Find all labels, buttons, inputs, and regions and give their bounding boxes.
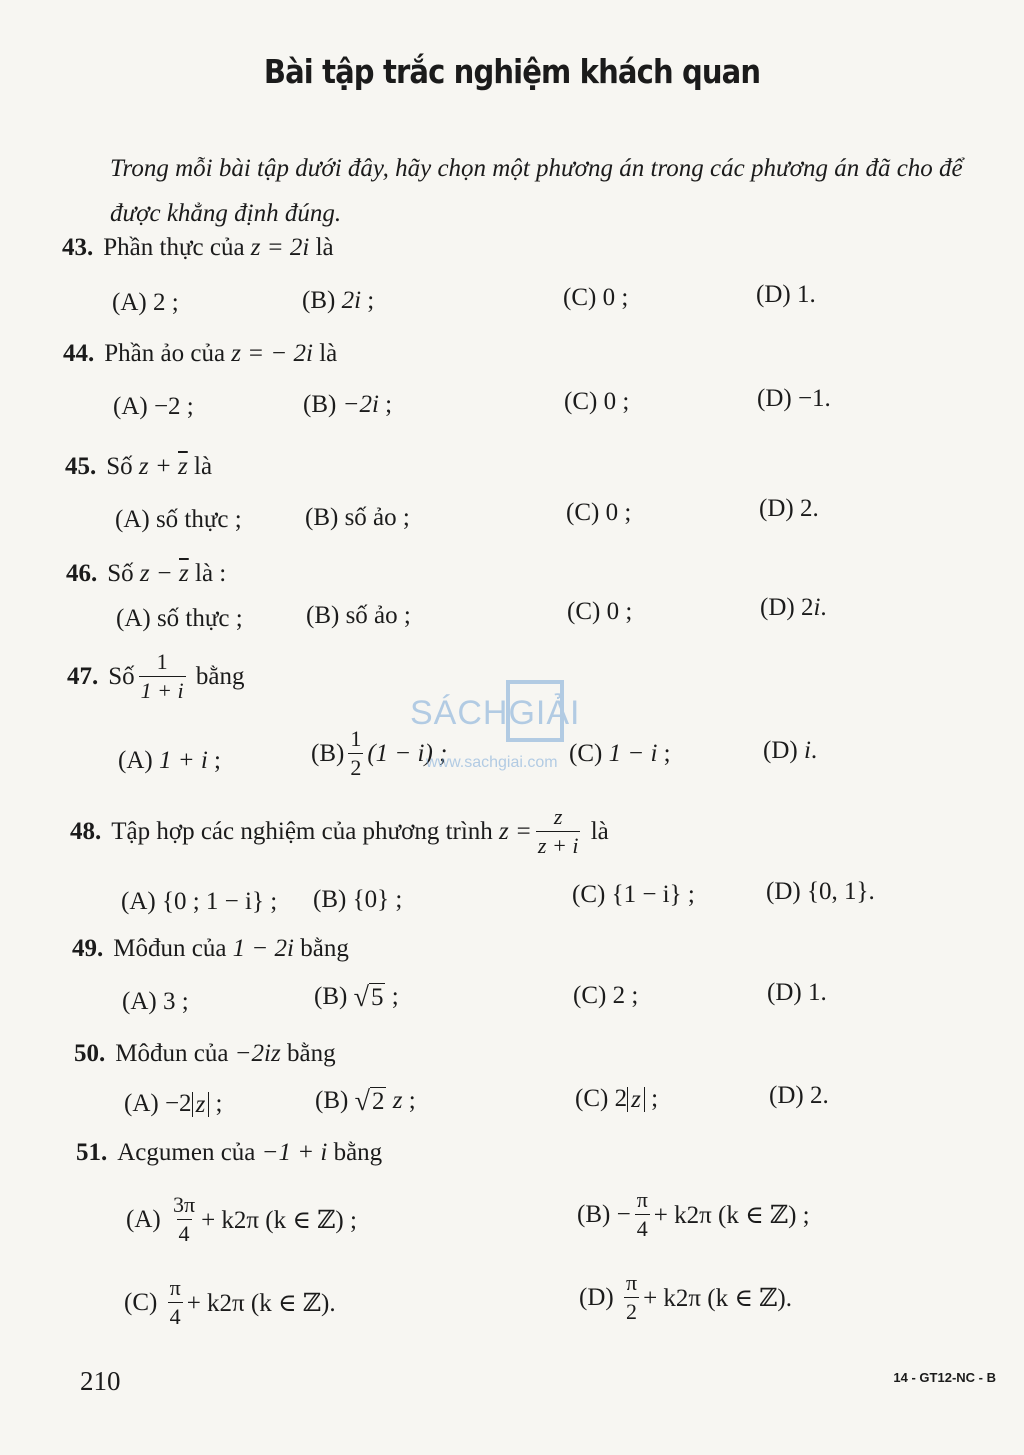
option-tail: ; xyxy=(214,747,221,774)
math-expression: 1 − i xyxy=(608,740,658,767)
question-tail: bằng xyxy=(333,1139,383,1166)
option-a: (A) số thực ; xyxy=(116,605,243,632)
question-number: 45. xyxy=(65,453,97,480)
option-a xyxy=(126,1194,357,1245)
question-text: Phần ảo của xyxy=(104,340,226,367)
option-label: (D) xyxy=(579,1283,614,1311)
option-b: (B) {0} ; xyxy=(313,886,403,913)
option-d: (D) 2. xyxy=(769,1082,829,1109)
option-tail: + k2π (k ∈ ℤ) ; xyxy=(201,1206,357,1234)
math-expression: i xyxy=(803,737,811,764)
question-text: Số xyxy=(108,662,135,690)
option-tail: ; xyxy=(367,287,375,314)
question-tail: là : xyxy=(195,560,227,587)
option-a xyxy=(118,747,221,775)
option-b xyxy=(303,391,392,419)
question-tail: là xyxy=(590,817,609,845)
math-expression: z = − 2i xyxy=(231,340,313,367)
question-number: 50. xyxy=(74,1040,106,1067)
math-expression: z + xyxy=(138,453,172,480)
option-tail: + k2π (k ∈ ℤ). xyxy=(186,1289,336,1317)
option-a: (A) {0 ; 1 − i} ; xyxy=(121,888,278,915)
option-d xyxy=(763,737,817,765)
fraction xyxy=(171,1194,197,1245)
option-b xyxy=(314,983,399,1012)
question-tail: bằng xyxy=(195,662,245,690)
question-47 xyxy=(67,651,244,702)
option-label: (A) xyxy=(126,1205,161,1233)
numerator: 1 xyxy=(350,726,362,751)
numerator: z xyxy=(553,804,563,829)
question-tail: bằng xyxy=(286,1040,336,1067)
option-d xyxy=(760,594,827,622)
option-label: (B) xyxy=(311,739,345,767)
option-tail: ; xyxy=(408,1087,416,1115)
fraction xyxy=(624,1272,639,1323)
numerator: π xyxy=(636,1187,648,1212)
option-d xyxy=(579,1272,792,1323)
option-b xyxy=(302,287,374,315)
question-number: 47. xyxy=(67,662,99,690)
option-c: (C) {1 − i} ; xyxy=(572,881,695,908)
option-b: (B) số ảo ; xyxy=(305,504,410,531)
fraction xyxy=(168,1277,183,1328)
option-tail: ; xyxy=(651,1085,659,1112)
watermark-logo xyxy=(410,680,620,780)
question-text: Số xyxy=(107,560,134,587)
option-a: (A) 3 ; xyxy=(122,988,189,1015)
question-48 xyxy=(70,806,609,857)
numerator: 1 xyxy=(156,649,168,674)
option-label: (B) xyxy=(302,287,336,314)
math-expression: z xyxy=(392,1087,403,1115)
question-tail: là xyxy=(319,340,338,367)
question-text: Acgumen của xyxy=(117,1139,256,1166)
denominator: 4 xyxy=(169,1304,181,1329)
option-d: (D) {0, 1}. xyxy=(766,878,875,905)
question-45 xyxy=(65,453,212,481)
option-tail: + k2π (k ∈ ℤ) ; xyxy=(653,1201,810,1229)
page-number: 210 xyxy=(80,1366,121,1396)
option-label: (D) xyxy=(763,737,798,764)
option-c: (C) 0 ; xyxy=(564,388,630,415)
question-text: Môđun của xyxy=(113,935,227,962)
option-d: (D) 2. xyxy=(759,495,819,522)
denominator: 4 xyxy=(636,1216,648,1241)
option-d: (D) 1. xyxy=(767,979,827,1006)
math-expression: (1 − i) ; xyxy=(367,739,448,767)
option-label: (D) 2 xyxy=(760,594,814,621)
fraction xyxy=(348,728,363,779)
question-50 xyxy=(74,1040,336,1068)
page-title: Bài tập trắc nghiệm khách quan xyxy=(263,52,761,91)
option-label: (A) xyxy=(118,747,153,774)
option-label: (C) xyxy=(124,1288,158,1316)
option-label: (B) xyxy=(315,1087,349,1115)
logo-text: SÁCHGIẢI xyxy=(410,694,581,732)
option-c: (C) 0 ; xyxy=(563,284,629,311)
option-label: (A) −2 xyxy=(124,1090,192,1117)
conjugate-z: $\overline{z}$ xyxy=(178,453,188,480)
conjugate-z: $\overline{z}$ xyxy=(179,560,189,587)
math-expression: z = 2i xyxy=(250,234,310,261)
option-c xyxy=(124,1277,336,1328)
math-expression: 1 − 2i xyxy=(232,935,294,962)
option-tail: ; xyxy=(385,391,393,418)
instructions: Trong mỗi bài tập dưới đây, hãy chọn một phương án trong các phương án đã cho để được khẳng định đúng. xyxy=(110,155,963,227)
question-49 xyxy=(72,935,349,963)
square-root: √ 5 xyxy=(353,981,384,1013)
question-43 xyxy=(62,234,334,262)
math-expression: z − xyxy=(139,560,173,587)
question-number: 44. xyxy=(63,340,95,367)
radicand: 2 xyxy=(371,1088,385,1115)
option-tail: ; xyxy=(215,1090,223,1117)
numerator: 3π xyxy=(172,1192,196,1217)
question-text: Số xyxy=(106,453,133,480)
option-a xyxy=(124,1090,223,1118)
math-expression: −1 + i xyxy=(261,1139,328,1166)
question-46 xyxy=(66,560,226,588)
option-label: (B) xyxy=(314,983,348,1011)
fraction xyxy=(139,651,186,702)
option-b: (B) số ảo ; xyxy=(306,602,411,629)
numerator: π xyxy=(625,1270,638,1295)
square-root: √ 2 xyxy=(354,1085,385,1117)
option-tail: + k2π (k ∈ ℤ). xyxy=(643,1284,792,1312)
option-tail: . xyxy=(810,737,818,764)
question-tail: là xyxy=(315,234,334,261)
book-code: 14 - GT12-NC - B xyxy=(893,1370,996,1385)
watermark-url: www.sachgiai.com xyxy=(426,754,558,771)
question-tail: là xyxy=(194,453,213,480)
option-label: (C) xyxy=(569,740,603,767)
question-text: Tập hợp các nghiệm của phương trình xyxy=(111,817,493,845)
fraction xyxy=(635,1189,650,1240)
absolute-value: z xyxy=(192,1092,210,1117)
denominator: 2 xyxy=(626,1299,638,1324)
math-expression: i xyxy=(813,594,821,621)
question-tail: bằng xyxy=(300,935,349,962)
question-number: 48. xyxy=(70,817,102,845)
math-expression: z = xyxy=(499,817,532,845)
option-label: (C) 2 xyxy=(575,1085,628,1112)
fraction xyxy=(536,806,581,857)
option-c: (C) 0 ; xyxy=(567,598,633,625)
option-tail: ; xyxy=(391,983,399,1011)
option-d: (D) 1. xyxy=(756,281,816,308)
absolute-value: z xyxy=(627,1087,645,1112)
option-label: (B) xyxy=(303,391,337,418)
numerator: π xyxy=(169,1275,181,1300)
option-a: (A) 2 ; xyxy=(112,289,179,316)
math-expression: −2i xyxy=(342,391,379,418)
option-tail: . xyxy=(820,594,827,621)
option-a: (A) −2 ; xyxy=(113,393,194,420)
option-b xyxy=(577,1189,810,1240)
radicand: 5 xyxy=(370,984,384,1011)
math-expression: −2iz xyxy=(234,1040,281,1067)
math-expression: 2i xyxy=(341,287,362,314)
denominator: 4 xyxy=(178,1221,190,1246)
question-51 xyxy=(76,1139,382,1167)
question-text: Phần thực của xyxy=(103,234,245,261)
question-44 xyxy=(63,340,337,368)
question-number: 49. xyxy=(72,935,104,962)
question-number: 43. xyxy=(62,234,94,261)
option-a: (A) số thực ; xyxy=(115,506,242,533)
option-c xyxy=(575,1085,658,1113)
denominator: 1 + i xyxy=(140,678,184,703)
question-text: Môđun của xyxy=(115,1040,229,1067)
option-c: (C) 2 ; xyxy=(573,982,639,1009)
question-number: 46. xyxy=(66,560,98,587)
option-d: (D) −1. xyxy=(757,385,831,412)
question-number: 51. xyxy=(76,1139,108,1166)
denominator: z + i xyxy=(537,833,579,858)
option-c: (C) 0 ; xyxy=(566,499,632,526)
option-tail: ; xyxy=(663,740,671,767)
math-expression: 1 + i xyxy=(158,747,208,774)
denominator: 2 xyxy=(350,755,362,780)
option-label: (B) − xyxy=(577,1200,631,1228)
option-b xyxy=(315,1087,416,1116)
